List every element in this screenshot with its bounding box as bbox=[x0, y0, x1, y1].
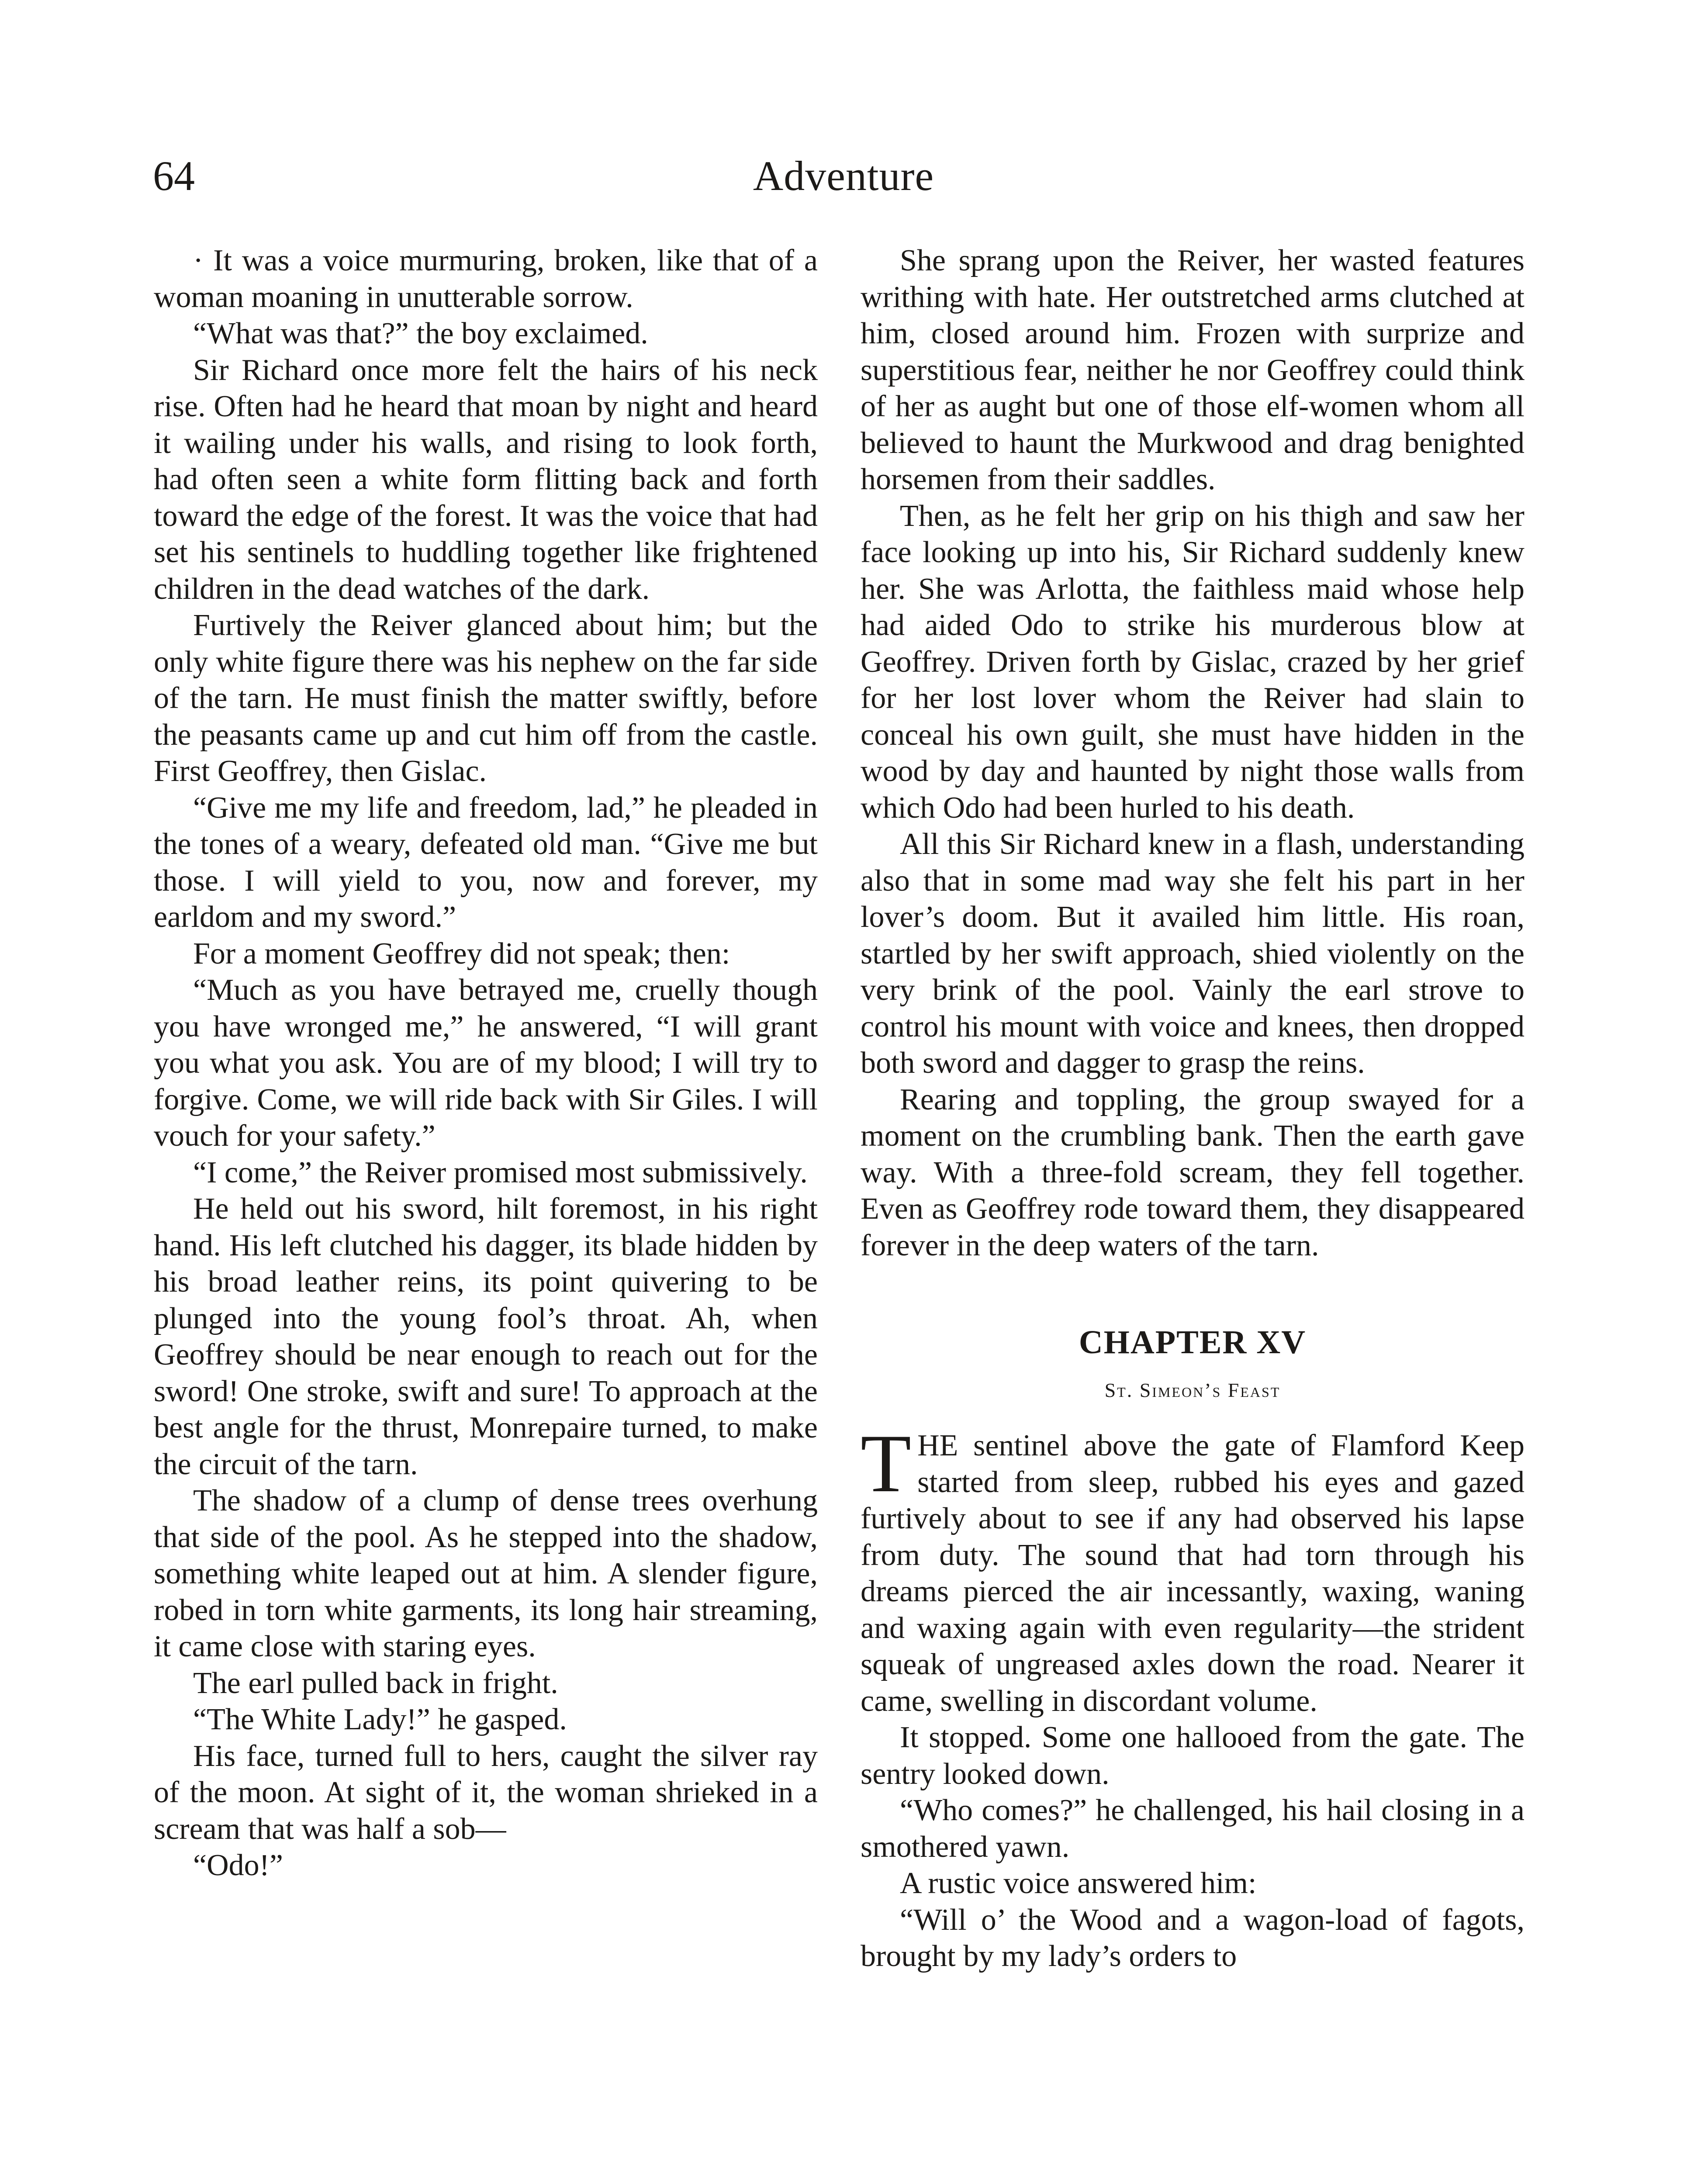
paragraph: It stopped. Some one hallooed from the gate. The sentry looked down. bbox=[861, 1721, 1525, 1791]
paragraph: The shadow of a clump of dense trees overhung that side of the pool. As he stepped into the shadow, something white leaped out at him. A slender figure, robed in torn white garments, its long hair streaming, it came close with staring eyes. bbox=[154, 1484, 818, 1663]
paragraph: “The White Lady!” he gasped. bbox=[193, 1703, 567, 1736]
paragraph: · It was a voice murmuring, broken, like that of a woman moaning in unutterable sorrow. bbox=[154, 244, 818, 314]
paragraph: All this Sir Richard knew in a flash, understanding also that in some mad way she felt his part in her lover’s doom. But it availed him little. His roan, startled by her swift approach, shied violently on the very brink of the pool. Vainly the earl strove to control his mount with voice and knees, then dropped both sword and dagger to grasp the reins. bbox=[861, 827, 1525, 1080]
paragraph: “What was that?” the boy exclaimed. bbox=[193, 317, 648, 350]
chapter-opening-paragraph bbox=[861, 1418, 1525, 1719]
opening-text: HE sentinel above the gate of Flamford Keep started from sleep, rubbed his eyes and gazed furtively about to see if any had observed his lapse from duty. The sound that had torn through his dreams pierced the air incessantly, waxing, waning and waxing again with even regularity—the strident squeak of ungreased axles down the road. Nearer it came, swelling in discordant volume. bbox=[861, 1429, 1525, 1718]
paragraph: For a moment Geoffrey did not speak; then: bbox=[193, 936, 730, 971]
drop-cap: T bbox=[861, 1418, 912, 1510]
paragraph: Rearing and toppling, the group swayed for a moment on the crumbling bank. Then the earth gave way. With a three-fold scream, they fell together. Even as Geoffrey rode toward them, they disappeared forever in the deep waters of the tarn. bbox=[861, 1082, 1525, 1262]
page-number: 64 bbox=[153, 152, 195, 199]
left-column bbox=[154, 242, 818, 1884]
chapter-heading: CHAPTER XV bbox=[1079, 1324, 1307, 1361]
running-title: Adventure bbox=[753, 152, 934, 199]
paragraph: His face, turned full to hers, caught the silver ray of the moon. At sight of it, the woman shrieked in a scream that was half a sob— bbox=[154, 1739, 818, 1846]
paragraph: He held out his sword, hilt foremost, in his right hand. His left clutched his dagger, its blade hidden by his broad leather reins, its point quivering to be plunged into the young fool’s throat. Ah, when Geoffrey should be near enough to reach out for the sword! One stroke, swift and sure! To approach at the best angle for the thrust, Monrepaire turned, to make the circuit of the tarn. bbox=[154, 1192, 818, 1481]
paragraph: Sir Richard once more felt the hairs of his neck rise. Often had he heard that moan by night and heard it wailing under his walls, and rising to look forth, had often seen a white form flitting back and forth toward the edge of the forest. It was the voice that had set his sentinels to huddling together like frightened children in the dead watches of the dark. bbox=[154, 353, 818, 606]
paragraph: “Much as you have betrayed me, cruelly though you have wronged me,” he answered, “I will grant you what you ask. You are of my blood; I will try to forgive. Come, we will ride back with Sir Giles. I will vouch for your safety.” bbox=[154, 973, 818, 1153]
chapter-subtitle: St. Simeon’s Feast bbox=[1104, 1379, 1281, 1401]
paragraph: A rustic voice answered him: bbox=[900, 1866, 1257, 1900]
paragraph: Furtively the Reiver glanced about him; but the only white figure there was his nephew on the far side of the tarn. He must finish the matter swiftly, before the peasants came up and cut him off from the castle. First Geoffrey, then Gislac. bbox=[154, 608, 818, 788]
paragraph: “Will o’ the Wood and a wagon-load of fagots, brought by my lady’s orders to bbox=[861, 1903, 1525, 1973]
right-column bbox=[861, 242, 1525, 1975]
paragraph: “Give me my life and freedom, lad,” he pleaded in the tones of a weary, defeated old man. “Give me but those. I will yield to you, now and forever, my earldom and my sword.” bbox=[154, 791, 818, 934]
paragraph: Then, as he felt her grip on his thigh and saw her face looking up into his, Sir Richard suddenly knew her. She was Arlotta, the faithless maid whose help had aided Odo to strike his murderous blow at Geoffrey. Driven forth by Gislac, crazed by her grief for her lost lover whom the Reiver had slain to conceal his own guilt, she must have hidden in the wood by day and haunted by night those walls from which Odo had been hurled to his death. bbox=[861, 499, 1525, 825]
paragraph: She sprang upon the Reiver, her wasted features writhing with hate. Her outstretched arms clutched at him, closed around him. Frozen with surprize and superstitious fear, neither he nor Geoffrey could think of her as aught but one of those elf-women whom all believed to haunt the Murkwood and drag benighted horsemen from their saddles. bbox=[861, 244, 1525, 496]
paragraph: “Who comes?” he challenged, his hail closing in a smothered yawn. bbox=[861, 1794, 1525, 1864]
paragraph: “I come,” the Reiver promised most submissively. bbox=[193, 1155, 808, 1189]
paragraph: “Odo!” bbox=[193, 1849, 283, 1882]
paragraph: The earl pulled back in fright. bbox=[193, 1666, 558, 1700]
